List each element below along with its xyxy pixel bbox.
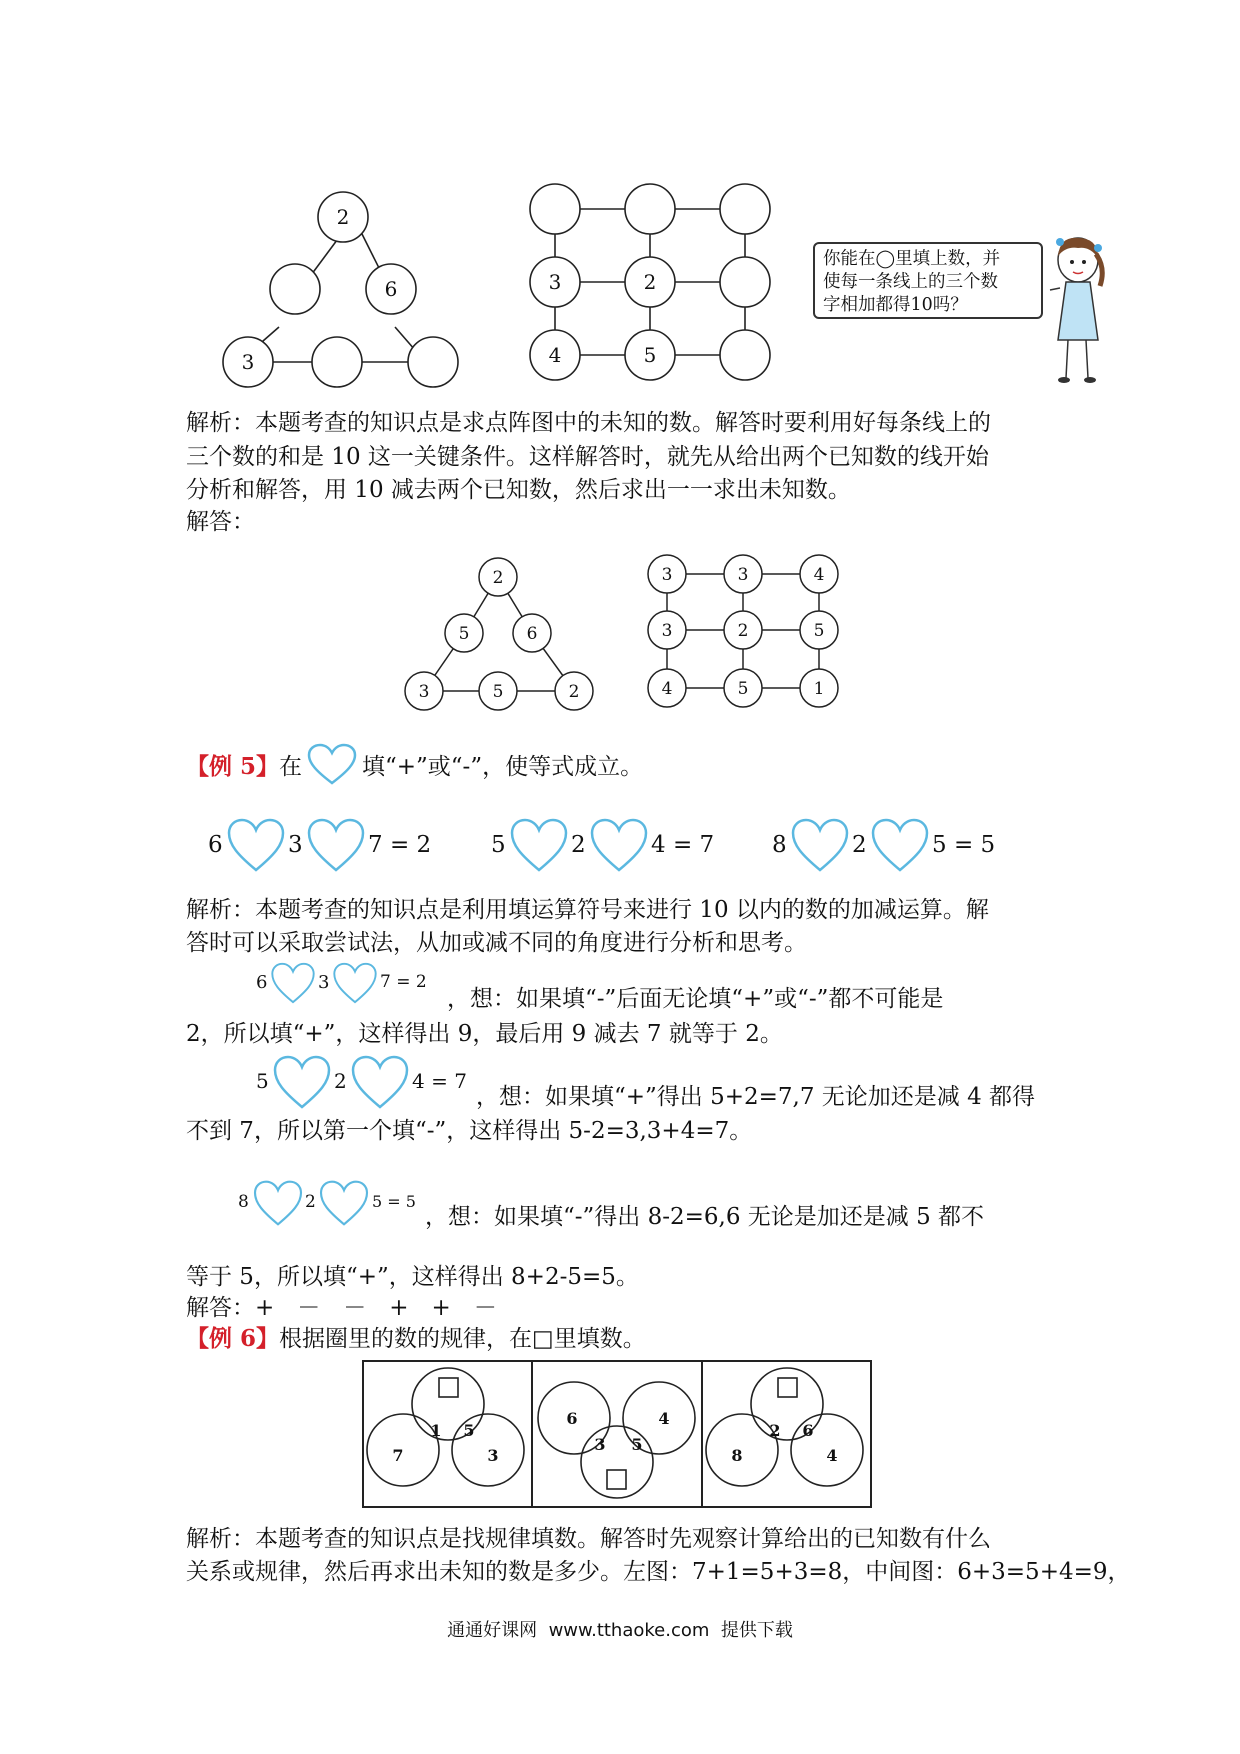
venn-number: 7: [392, 1446, 404, 1465]
node-number: 2: [336, 205, 350, 229]
circle-node: [408, 337, 458, 387]
heart-icon: [790, 818, 850, 872]
venn-number: 5: [463, 1421, 475, 1440]
venn-number: 4: [826, 1446, 838, 1465]
operand: 2: [334, 1069, 347, 1093]
venn-number: 3: [594, 1435, 606, 1454]
node-number: 2: [492, 568, 504, 588]
operand-result: 7 = 2: [368, 832, 432, 858]
node-number: 3: [661, 565, 673, 585]
operand-result: 5 = 5: [372, 1192, 416, 1211]
speech-line: 你能在◯里填上数，并: [823, 249, 1001, 269]
analysis-line: 答时可以采取尝试法，从加或减不同的角度进行分析和思考。: [186, 930, 807, 956]
venn-puzzle-figure: [362, 1360, 872, 1508]
venn-number: 5: [631, 1435, 643, 1454]
heart-icon: [252, 1180, 304, 1226]
operand: 6: [256, 972, 268, 993]
heart-icon: [350, 1055, 410, 1109]
analysis-line: 解析：本题考查的知识点是利用填运算符号来进行 10 以内的数的加减运算。解: [186, 897, 989, 923]
circle-node: [270, 264, 320, 314]
node-number: 5: [643, 343, 657, 367]
mini-equation: [256, 1055, 476, 1111]
operand-result: 5 = 5: [932, 832, 996, 858]
example-tag: 【例 5】: [186, 753, 280, 780]
explanation-line: 2，所以填“+”，这样得出 9，最后用 9 减去 7 就等于 2。: [186, 1021, 783, 1047]
problem-grid-figure: [528, 182, 773, 382]
analysis-line: 三个数的和是 10 这一关键条件。这样解答时，就先从给出两个已知数的线开始: [186, 444, 989, 470]
operand: 2: [305, 1192, 316, 1212]
analysis-line: 关系或规律，然后再求出未知的数是多少。左图：7+1=5+3=8，中间图：6+3=5+4=9，: [186, 1559, 1131, 1585]
node-number: 5: [458, 624, 470, 644]
heart-icon: [318, 1180, 370, 1226]
node-number: 5: [737, 679, 749, 699]
mini-equation: [238, 1180, 438, 1226]
node-number: 2: [737, 621, 749, 641]
node-number: 2: [643, 270, 657, 294]
circle-node: [530, 184, 580, 234]
answer-line: 解答：+ － － + + －: [186, 1295, 497, 1321]
mini-equation: [256, 962, 456, 1006]
heart-icon: [306, 743, 358, 785]
explanation-line: 等于 5，所以填“+”，这样得出 8+2-5=5。: [186, 1264, 639, 1290]
analysis-line: 解析：本题考查的知识点是找规律填数。解答时先观察计算给出的已知数有什么: [186, 1526, 991, 1552]
example5-heading: [186, 750, 302, 784]
heart-icon: [270, 962, 316, 1004]
example-text: 根据圈里的数的规律，在□里填数。: [279, 1326, 646, 1352]
node-number: 3: [241, 350, 255, 374]
speech-line: 使每一条线上的三个数: [823, 272, 998, 292]
node-number: 6: [526, 624, 538, 644]
venn-number: 1: [430, 1421, 442, 1440]
node-number: 5: [492, 682, 504, 702]
circle-node: [720, 184, 770, 234]
operand: 2: [852, 832, 867, 858]
operand-result: 7 = 2: [380, 972, 427, 992]
answer-grid-figure: [645, 552, 845, 722]
node-number: 4: [661, 679, 673, 699]
node-number: 2: [568, 682, 580, 702]
venn-number: 3: [487, 1446, 499, 1465]
analysis-line: 解析：本题考查的知识点是求点阵图中的未知的数。解答时要利用好每条线上的: [186, 410, 991, 436]
node-number: 1: [813, 679, 825, 699]
explanation-line: ，想：如果填“-”得出 8-2=6,6 无论是加还是减 5 都不: [425, 1204, 985, 1230]
speech-line: 字相加都得10吗？: [823, 295, 968, 315]
circle-node: [720, 257, 770, 307]
answer-box: [778, 1378, 797, 1397]
page-footer: 通通好课网 www.tthaoke.com 提供下载: [447, 1620, 793, 1641]
operand: 6: [208, 832, 223, 858]
operand-result: 4 = 7: [412, 1069, 467, 1093]
venn-number: 4: [658, 1409, 670, 1428]
node-number: 4: [548, 343, 562, 367]
node-number: 6: [384, 277, 398, 301]
analysis-line: 分析和解答，用 10 减去两个已知数，然后求出一一求出未知数。: [186, 477, 851, 503]
circle-node: [625, 184, 675, 234]
answer-triangle-figure: [398, 555, 598, 720]
example6-heading: [186, 1322, 646, 1356]
operand: 2: [571, 832, 586, 858]
example5-instruction: 填“+”或“-”，使等式成立。: [362, 754, 644, 780]
operand-result: 4 = 7: [651, 832, 715, 858]
node-number: 5: [813, 621, 825, 641]
answer-label: 解答：: [186, 509, 255, 535]
operand: 8: [238, 1192, 249, 1212]
node-number: 3: [418, 682, 430, 702]
heart-icon: [509, 818, 569, 872]
operand: 3: [288, 832, 303, 858]
venn-number: 6: [802, 1421, 814, 1440]
heart-icon: [272, 1055, 332, 1109]
operand: 5: [256, 1069, 269, 1093]
venn-number: 2: [769, 1421, 781, 1440]
heart-icon: [306, 818, 366, 872]
answer-box: [607, 1470, 626, 1489]
speech-bubble: [813, 242, 1043, 319]
node-number: 3: [737, 565, 749, 585]
operand: 8: [772, 832, 787, 858]
answer-box: [439, 1378, 458, 1397]
example-tag: 【例 6】: [186, 1325, 280, 1352]
venn-number: 8: [731, 1446, 743, 1465]
operand: 5: [491, 832, 506, 858]
operand: 3: [318, 972, 330, 993]
example-text-pre: 在: [279, 754, 303, 780]
equation-row: [208, 818, 996, 874]
node-number: 4: [813, 565, 825, 585]
heart-icon: [332, 962, 378, 1004]
circle-node: [312, 337, 362, 387]
heart-icon: [870, 818, 930, 872]
explanation-line: 不到 7，所以第一个填“-”，这样得出 5-2=3,3+4=7。: [186, 1118, 753, 1144]
circle-node: [720, 330, 770, 380]
girl-illustration: [1040, 228, 1110, 398]
explanation-line: ，想：如果填“+”得出 5+2=7,7 无论加还是减 4 都得: [476, 1084, 1036, 1110]
heart-icon: [226, 818, 286, 872]
explanation-line: ，想：如果填“-”后面无论填“+”或“-”都不可能是: [447, 986, 944, 1012]
node-number: 3: [661, 621, 673, 641]
node-number: 3: [548, 270, 562, 294]
heart-icon: [589, 818, 649, 872]
venn-number: 6: [566, 1409, 578, 1428]
problem-triangle-figure: [215, 190, 475, 390]
